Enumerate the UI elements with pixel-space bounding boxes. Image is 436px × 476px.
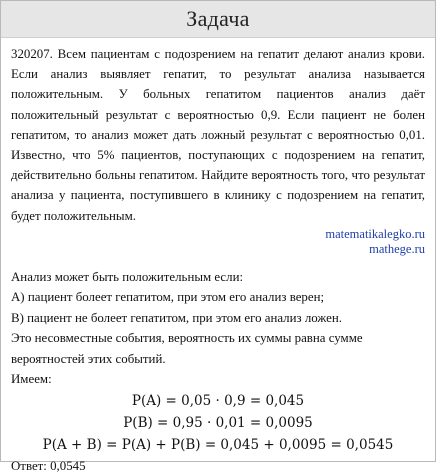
problem-statement: 320207. Всем пациентам с подозрением на гепатит делают анализ крови. Если анализ выявляет гепатит, то результат анализа называется положительным. У больных гепатитом пациентов анализ даёт положительный результат с вероятностью 0,9. Если пациент не болен гепатитом, то анализ может дать ложный результат с вероятностью 0,01. Известно, что 5% пациентов, поступающих с подозрением на гепатит, действительно больны гепатитом. Найдите вероятность того, что результат анализа у пациента, поступившего в клинику с подозрением на гепатит, будет положительным. bbox=[11, 47, 425, 223]
solution-intro: Анализ может быть положительным если: bbox=[11, 269, 244, 284]
page-title: Задача bbox=[186, 6, 250, 31]
task-header bbox=[1, 1, 435, 38]
solution-have: Имеем: bbox=[11, 372, 52, 387]
solution-note: Это несовместные события, вероятность их суммы равна сумме вероятностей этих событий. bbox=[11, 331, 363, 366]
formula-pa: P(A) = 0,05 · 0,9 = 0,045 bbox=[131, 392, 305, 409]
task-content bbox=[1, 38, 435, 476]
formula-pab: P(A + B) = P(A) + P(B) = 0,045 + 0,0095 = 0,0545 bbox=[42, 436, 394, 453]
solution-block bbox=[11, 267, 425, 476]
answer-text: Ответ: 0,0545 bbox=[11, 458, 86, 473]
solution-case-b: В) пациент не болеет гепатитом, при этом его анализ ложен. bbox=[11, 310, 342, 325]
source-link-matematikalegko[interactable]: matematikalegko.ru bbox=[325, 226, 425, 241]
source-links bbox=[11, 227, 425, 257]
source-link-mathege[interactable]: mathege.ru bbox=[369, 241, 425, 256]
solution-case-a: А) пациент болеет гепатитом, при этом его анализ верен; bbox=[11, 290, 325, 305]
formula-pb: P(B) = 0,95 · 0,01 = 0,0095 bbox=[123, 414, 313, 431]
